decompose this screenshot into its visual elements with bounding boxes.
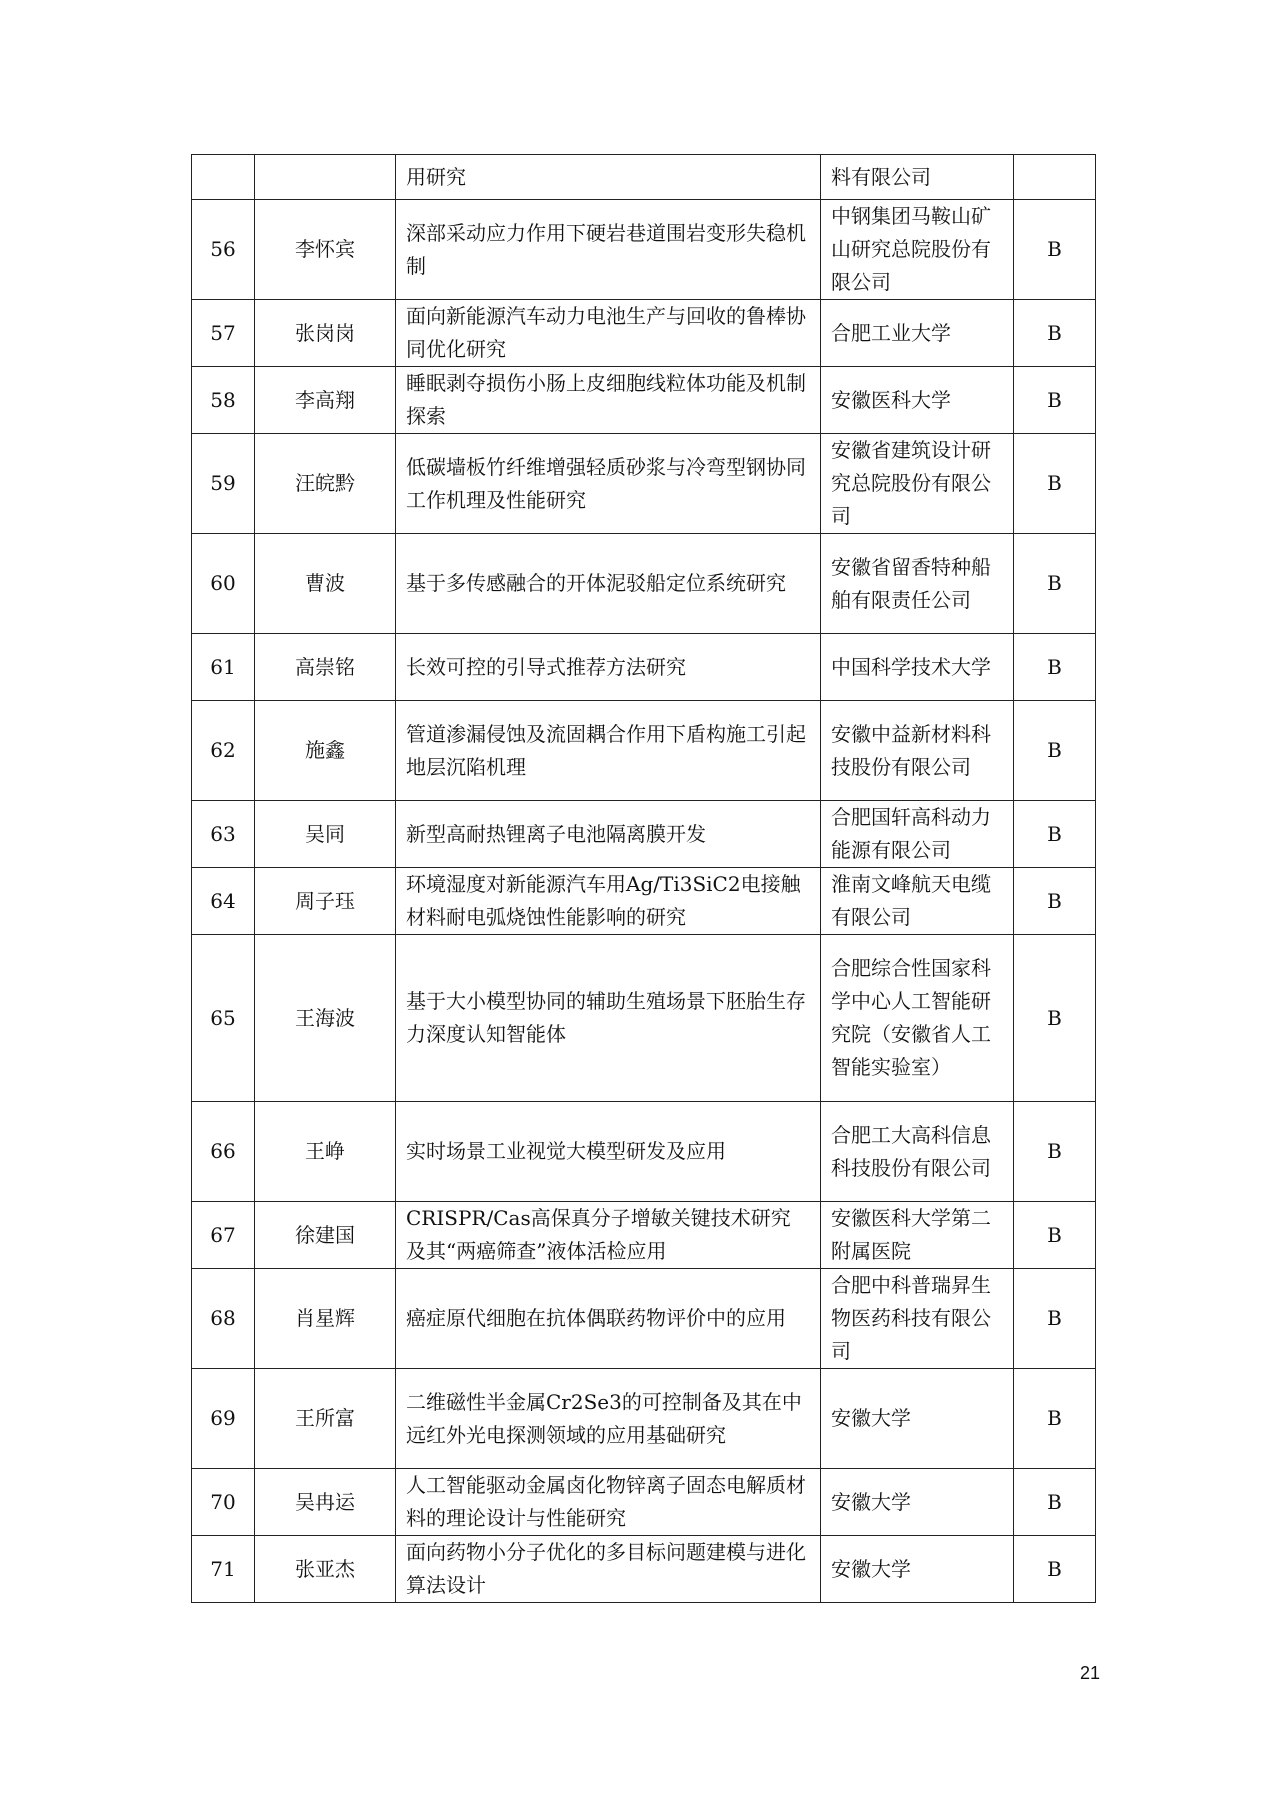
grade-cell: B — [1014, 1202, 1096, 1269]
table-row — [192, 534, 1096, 634]
table-row — [192, 1369, 1096, 1469]
row-number-cell: 64 — [192, 868, 255, 935]
table-row — [192, 155, 1096, 200]
organization-cell: 中钢集团马鞍山矿山研究总院股份有限公司 — [821, 200, 1014, 300]
project-title-cell: 二维磁性半金属Cr2Se3的可控制备及其在中远红外光电探测领域的应用基础研究 — [396, 1369, 821, 1469]
page-number: 21 — [1079, 1663, 1100, 1683]
applicant-name-cell: 李怀宾 — [255, 200, 396, 300]
row-number-cell: 67 — [192, 1202, 255, 1269]
grade-cell: B — [1014, 1369, 1096, 1469]
grade-cell: B — [1014, 935, 1096, 1102]
grade-cell: B — [1014, 300, 1096, 367]
grade-cell: B — [1014, 801, 1096, 868]
project-title-cell: 面向药物小分子优化的多目标问题建模与进化算法设计 — [396, 1536, 821, 1603]
applicant-name-cell: 王所富 — [255, 1369, 396, 1469]
row-number-cell: 71 — [192, 1536, 255, 1603]
grade-cell: B — [1014, 868, 1096, 935]
organization-cell: 合肥工业大学 — [821, 300, 1014, 367]
table-row — [192, 701, 1096, 801]
applicant-name-cell — [255, 155, 396, 200]
project-table — [191, 154, 1096, 1603]
applicant-name-cell: 施鑫 — [255, 701, 396, 801]
table-row — [192, 868, 1096, 935]
project-title-cell: 长效可控的引导式推荐方法研究 — [396, 634, 821, 701]
grade-cell: B — [1014, 200, 1096, 300]
row-number-cell: 56 — [192, 200, 255, 300]
applicant-name-cell: 高崇铭 — [255, 634, 396, 701]
organization-cell: 安徽中益新材料科技股份有限公司 — [821, 701, 1014, 801]
row-number-cell: 70 — [192, 1469, 255, 1536]
grade-cell: B — [1014, 534, 1096, 634]
project-title-cell: 实时场景工业视觉大模型研发及应用 — [396, 1102, 821, 1202]
applicant-name-cell: 汪皖黔 — [255, 434, 396, 534]
project-title-cell: 用研究 — [396, 155, 821, 200]
project-title-cell: 睡眠剥夺损伤小肠上皮细胞线粒体功能及机制探索 — [396, 367, 821, 434]
organization-cell: 料有限公司 — [821, 155, 1014, 200]
table-row — [192, 1269, 1096, 1369]
grade-cell: B — [1014, 367, 1096, 434]
organization-cell: 安徽大学 — [821, 1369, 1014, 1469]
project-title-cell: 面向新能源汽车动力电池生产与回收的鲁棒协同优化研究 — [396, 300, 821, 367]
grade-cell: B — [1014, 434, 1096, 534]
project-title-cell: 基于大小模型协同的辅助生殖场景下胚胎生存力深度认知智能体 — [396, 935, 821, 1102]
organization-cell: 合肥国轩高科动力能源有限公司 — [821, 801, 1014, 868]
table-row — [192, 935, 1096, 1102]
applicant-name-cell: 王海波 — [255, 935, 396, 1102]
project-title-cell: 基于多传感融合的开体泥驳船定位系统研究 — [396, 534, 821, 634]
table-row — [192, 801, 1096, 868]
organization-cell: 淮南文峰航天电缆有限公司 — [821, 868, 1014, 935]
table-row — [192, 1536, 1096, 1603]
project-title-cell: 癌症原代细胞在抗体偶联药物评价中的应用 — [396, 1269, 821, 1369]
row-number-cell — [192, 155, 255, 200]
table-row — [192, 367, 1096, 434]
grade-cell — [1014, 155, 1096, 200]
organization-cell: 安徽大学 — [821, 1469, 1014, 1536]
table-row — [192, 1469, 1096, 1536]
table-body — [192, 155, 1096, 1603]
row-number-cell: 68 — [192, 1269, 255, 1369]
table-row — [192, 1102, 1096, 1202]
grade-cell: B — [1014, 1102, 1096, 1202]
project-title-cell: 新型高耐热锂离子电池隔离膜开发 — [396, 801, 821, 868]
organization-cell: 安徽省留香特种船舶有限责任公司 — [821, 534, 1014, 634]
organization-cell: 合肥工大高科信息科技股份有限公司 — [821, 1102, 1014, 1202]
grade-cell: B — [1014, 1469, 1096, 1536]
grade-cell: B — [1014, 701, 1096, 801]
applicant-name-cell: 徐建国 — [255, 1202, 396, 1269]
project-title-cell: 管道渗漏侵蚀及流固耦合作用下盾构施工引起地层沉陷机理 — [396, 701, 821, 801]
table-row — [192, 300, 1096, 367]
row-number-cell: 65 — [192, 935, 255, 1102]
organization-cell: 中国科学技术大学 — [821, 634, 1014, 701]
table-row — [192, 634, 1096, 701]
project-title-cell: 深部采动应力作用下硬岩巷道围岩变形失稳机制 — [396, 200, 821, 300]
grade-cell: B — [1014, 1269, 1096, 1369]
applicant-name-cell: 张岗岗 — [255, 300, 396, 367]
project-title-cell: 低碳墙板竹纤维增强轻质砂浆与冷弯型钢协同工作机理及性能研究 — [396, 434, 821, 534]
applicant-name-cell: 李高翔 — [255, 367, 396, 434]
grade-cell: B — [1014, 1536, 1096, 1603]
row-number-cell: 58 — [192, 367, 255, 434]
row-number-cell: 63 — [192, 801, 255, 868]
applicant-name-cell: 王峥 — [255, 1102, 396, 1202]
grade-cell: B — [1014, 634, 1096, 701]
project-title-cell: CRISPR/Cas高保真分子增敏关键技术研究及其“两癌筛查”液体活检应用 — [396, 1202, 821, 1269]
project-title-cell: 环境湿度对新能源汽车用Ag/Ti3SiC2电接触材料耐电弧烧蚀性能影响的研究 — [396, 868, 821, 935]
organization-cell: 合肥综合性国家科学中心人工智能研究院（安徽省人工智能实验室） — [821, 935, 1014, 1102]
applicant-name-cell: 张亚杰 — [255, 1536, 396, 1603]
applicant-name-cell: 周子珏 — [255, 868, 396, 935]
organization-cell: 安徽大学 — [821, 1536, 1014, 1603]
applicant-name-cell: 吴同 — [255, 801, 396, 868]
row-number-cell: 66 — [192, 1102, 255, 1202]
row-number-cell: 57 — [192, 300, 255, 367]
row-number-cell: 60 — [192, 534, 255, 634]
row-number-cell: 62 — [192, 701, 255, 801]
row-number-cell: 69 — [192, 1369, 255, 1469]
row-number-cell: 61 — [192, 634, 255, 701]
organization-cell: 安徽省建筑设计研究总院股份有限公司 — [821, 434, 1014, 534]
applicant-name-cell: 曹波 — [255, 534, 396, 634]
row-number-cell: 59 — [192, 434, 255, 534]
table-row — [192, 434, 1096, 534]
applicant-name-cell: 吴冉运 — [255, 1469, 396, 1536]
organization-cell: 安徽医科大学第二附属医院 — [821, 1202, 1014, 1269]
table-row — [192, 200, 1096, 300]
table-row — [192, 1202, 1096, 1269]
applicant-name-cell: 肖星辉 — [255, 1269, 396, 1369]
project-title-cell: 人工智能驱动金属卤化物锌离子固态电解质材料的理论设计与性能研究 — [396, 1469, 821, 1536]
organization-cell: 合肥中科普瑞昇生物医药科技有限公司 — [821, 1269, 1014, 1369]
organization-cell: 安徽医科大学 — [821, 367, 1014, 434]
